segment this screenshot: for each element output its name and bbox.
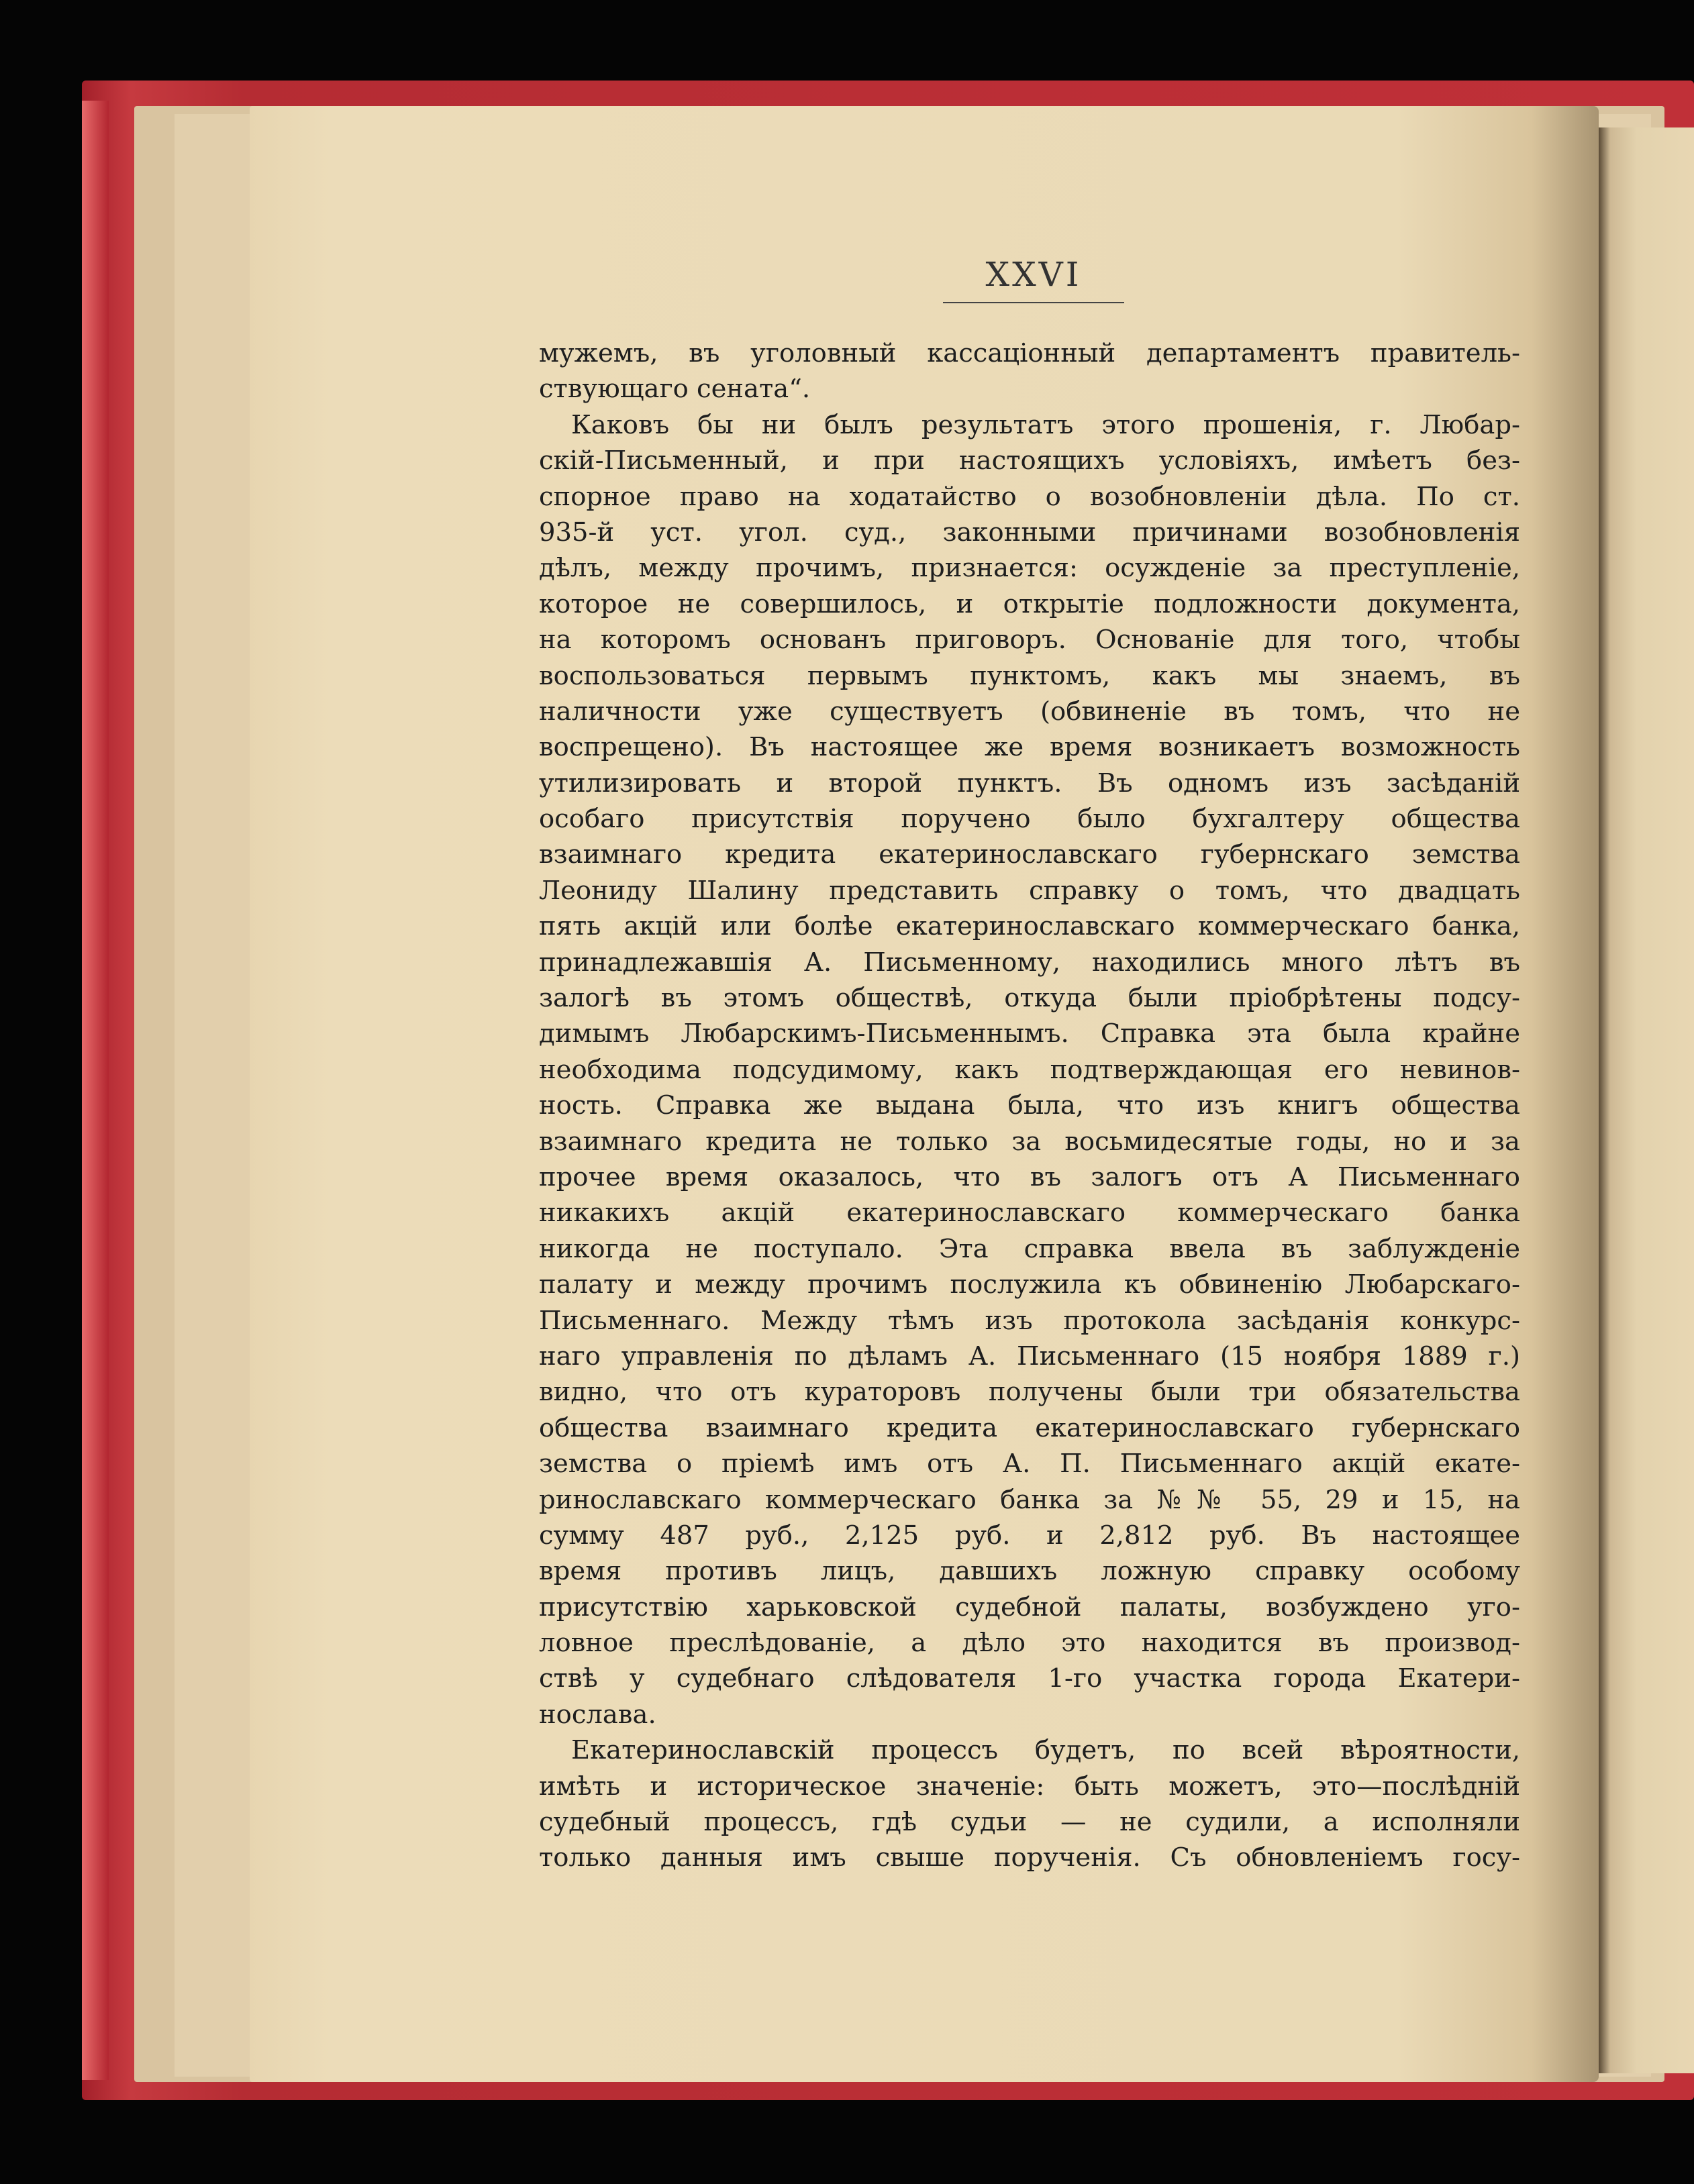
text-line: Леониду Шалину представить справку о томъ, что двадцать (539, 875, 1520, 906)
text-line: залогѣ въ этомъ обществѣ, откуда были пріобрѣтены подсу- (539, 983, 1520, 1014)
text-line: которое не совершилось, и открытіе подложности документа, (539, 588, 1520, 619)
text-line: только данныя имъ свыше порученія. Съ обновленіемъ госу- (539, 1842, 1520, 1873)
text-line: пять акцій или болѣе екатеринославскаго коммерческаго банка, (539, 911, 1520, 942)
text-line: Каковъ бы ни былъ результатъ этого прошенія, г. Любар- (571, 409, 1520, 440)
page-text (539, 335, 1520, 1876)
text-line: нослава. (539, 1699, 656, 1730)
text-line: имѣть и историческое значеніе: быть можетъ, это—послѣдній (539, 1771, 1520, 1802)
text-line: время противъ лицъ, давшихъ ложную справку особому (539, 1556, 1520, 1587)
text-line: воспользоваться первымъ пунктомъ, какъ мы знаемъ, въ (539, 660, 1520, 691)
text-line: димымъ Любарскимъ-Письменнымъ. Справка эта была крайне (539, 1019, 1520, 1049)
facing-page-edge (1599, 127, 1694, 2073)
text-line: ствѣ у судебнаго слѣдователя 1-го участка города Екатери- (539, 1663, 1520, 1694)
text-line: мужемъ, въ уголовный кассаціонный департаментъ правитель- (539, 338, 1520, 368)
text-line: утилизировать и второй пунктъ. Въ одномъ изъ засѣданій (539, 768, 1520, 798)
text-line: скій-Письменный, и при настоящихъ условіяхъ, имѣетъ без- (539, 446, 1520, 476)
text-line: Екатеринославскій процессъ будетъ, по всей вѣроятности, (571, 1735, 1520, 1766)
text-line: спорное право на ходатайство о возобновленіи дѣла. По ст. (539, 481, 1520, 512)
text-line: Письменнаго. Между тѣмъ изъ протокола засѣданія конкурс- (539, 1305, 1520, 1336)
text-line: наго управленія по дѣламъ А. Письменнаго (15 ноября 1889 г.) (539, 1341, 1520, 1371)
text-line: наличности уже существуетъ (обвиненіе въ томъ, что не (539, 696, 1520, 727)
book-spine-edge (82, 101, 109, 2080)
text-line: взаимнаго кредита не только за восьмидесятые годы, но и за (539, 1126, 1520, 1157)
text-line: присутствію харьковской судебной палаты, возбуждено уго- (539, 1592, 1520, 1622)
text-line: никогда не поступало. Эта справка ввела въ заблужденіе (539, 1233, 1520, 1264)
text-line: ствующаго сената“. (539, 374, 811, 405)
text-line: особаго присутствія поручено было бухгалтеру общества (539, 804, 1520, 835)
text-line: принадлежавшія А. Письменному, находились много лѣтъ въ (539, 947, 1520, 978)
text-line: воспрещено). Въ настоящее же время возникаетъ возможность (539, 732, 1520, 763)
header-rule (943, 302, 1124, 303)
text-line: ринославскаго коммерческаго банка за №№ 55, 29 и 15, на (539, 1484, 1520, 1515)
text-line: никакихъ акцій екатеринославскаго коммерческаго банка (539, 1198, 1520, 1229)
text-line: взаимнаго кредита екатеринославскаго губернскаго земства (539, 839, 1520, 870)
text-line: 935-й уст. угол. суд., законными причинами возобновленія (539, 517, 1520, 548)
text-line: дѣлъ, между прочимъ, признается: осужденіе за преступленіе, (539, 553, 1520, 584)
text-line: земства о пріемѣ имъ отъ А. П. Письменнаго акцій екате- (539, 1449, 1520, 1479)
text-line: палату и между прочимъ послужила къ обвиненію Любарскаго- (539, 1269, 1520, 1300)
text-line: сумму 487 руб., 2,125 руб. и 2,812 руб. Въ настоящее (539, 1520, 1520, 1551)
text-line: на которомъ основанъ приговоръ. Основаніе для того, чтобы (539, 625, 1520, 656)
text-line: общества взаимнаго кредита екатеринославскаго губернскаго (539, 1412, 1520, 1443)
text-line: судебный процессъ, гдѣ судьи — не судили, а исполняли (539, 1807, 1520, 1838)
text-line: ловное преслѣдованіе, а дѣло это находится въ производ- (539, 1628, 1520, 1659)
text-line: прочее время оказалось, что въ залогъ отъ А Письменнаго (539, 1161, 1520, 1192)
page-number: XXVI (985, 255, 1082, 294)
text-line: необходима подсудимому, какъ подтверждающая его невинов- (539, 1054, 1520, 1085)
text-line: ность. Справка же выдана была, что изъ книгъ общества (539, 1090, 1520, 1121)
text-line: видно, что отъ кураторовъ получены были три обязательства (539, 1377, 1520, 1408)
